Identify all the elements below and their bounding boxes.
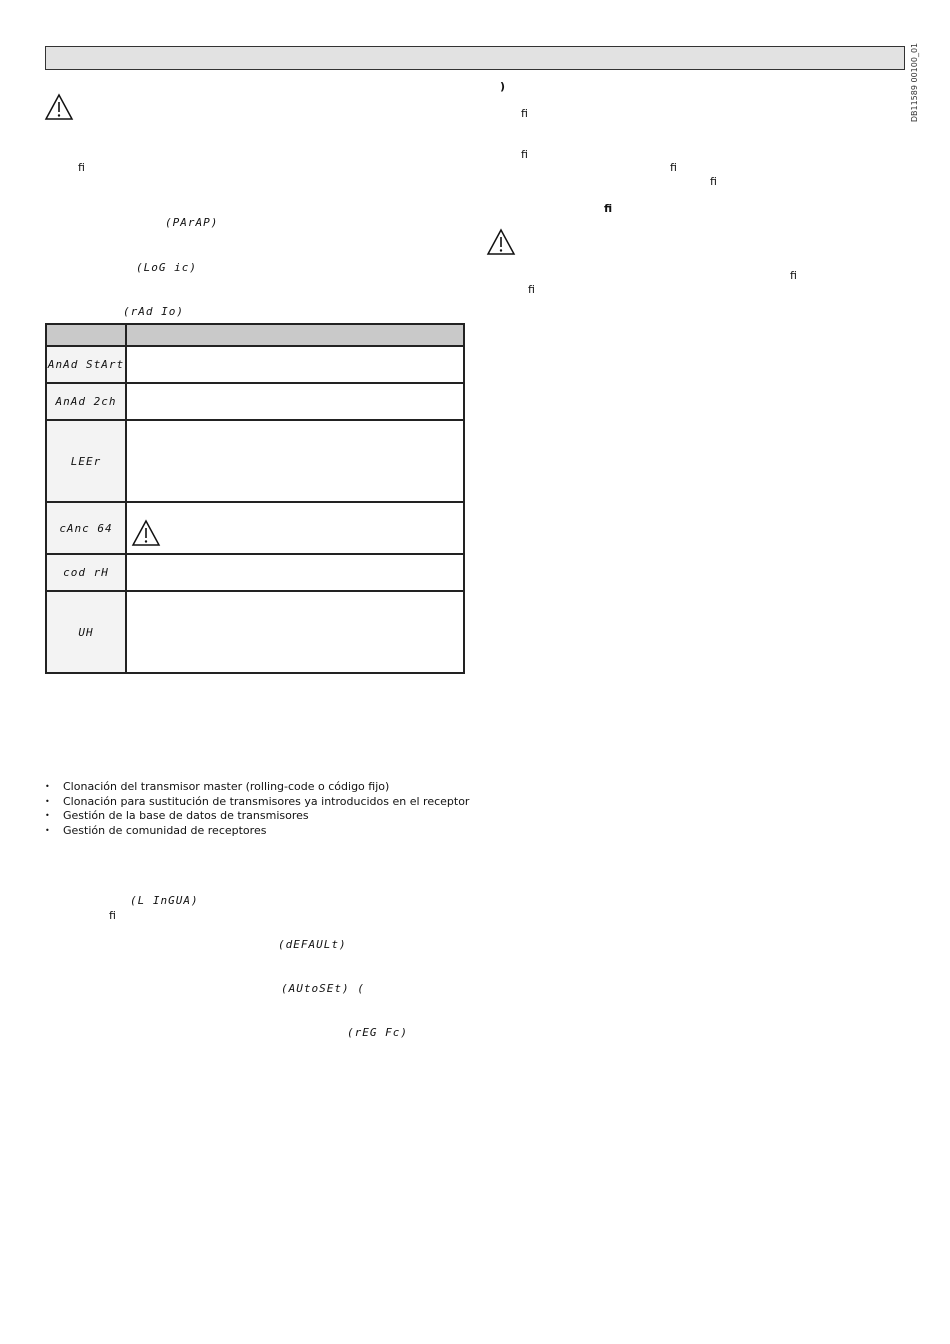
menu-label-default: (dEFAULt) [278, 938, 347, 951]
list-item: • Clonación para sustitución de transmisores ya introducidos en el receptor [45, 795, 469, 810]
ligature-text: ﬁ [521, 107, 528, 120]
section-header-bar [45, 46, 905, 70]
row-code: LEEr [70, 454, 102, 468]
menu-label-param: (PArAP) [165, 216, 219, 229]
table-row [46, 591, 464, 673]
table-row [46, 502, 464, 554]
ligature-text: ﬁ [790, 269, 797, 282]
ligature-text: ﬁ [670, 161, 677, 174]
ligature-text: ﬁ [78, 161, 85, 174]
bullet-list [45, 780, 469, 838]
warning-icon [486, 228, 516, 256]
list-item: • Gestión de comunidad de receptores [45, 824, 469, 839]
table-row [46, 554, 464, 591]
menu-label-logic: (LoG ic) [136, 261, 197, 274]
document-code-text: DB11589 00100_01 [910, 42, 920, 123]
warning-icon [44, 93, 74, 121]
ligature-text: ﬁ [528, 283, 535, 296]
document-code [903, 42, 921, 128]
menu-label-lingua: (L InGUA) [130, 894, 199, 907]
table-row [46, 383, 464, 420]
row-code: cAnc 64 [59, 521, 113, 535]
warning-icon [131, 518, 161, 548]
menu-label-regfc: (rEG Fc) [347, 1026, 408, 1039]
row-code: AnAd StArt [47, 358, 125, 371]
ligature-text-bold: ﬁ [604, 202, 613, 215]
menu-label-radio: (rAd Io) [123, 305, 184, 318]
ligature-text: ﬁ [109, 909, 116, 922]
ligature-text: ﬁ [521, 148, 528, 161]
list-item: • Clonación del transmisor master (rolling-code o código fijo) [45, 780, 469, 795]
paren-text: ) [500, 80, 506, 93]
row-code: cod rH [63, 566, 109, 579]
table-header-cell [126, 324, 464, 346]
radio-menu-table [45, 323, 465, 674]
row-code: AnAd 2ch [55, 395, 117, 408]
list-item: • Gestión de la base de datos de transmisores [45, 809, 469, 824]
menu-label-autoset: (AUtoSEt) ( [281, 982, 365, 995]
ligature-text: ﬁ [710, 175, 717, 188]
table-row [46, 346, 464, 383]
table-header-cell [46, 324, 126, 346]
table-row [46, 420, 464, 502]
row-code: UH [78, 625, 94, 639]
